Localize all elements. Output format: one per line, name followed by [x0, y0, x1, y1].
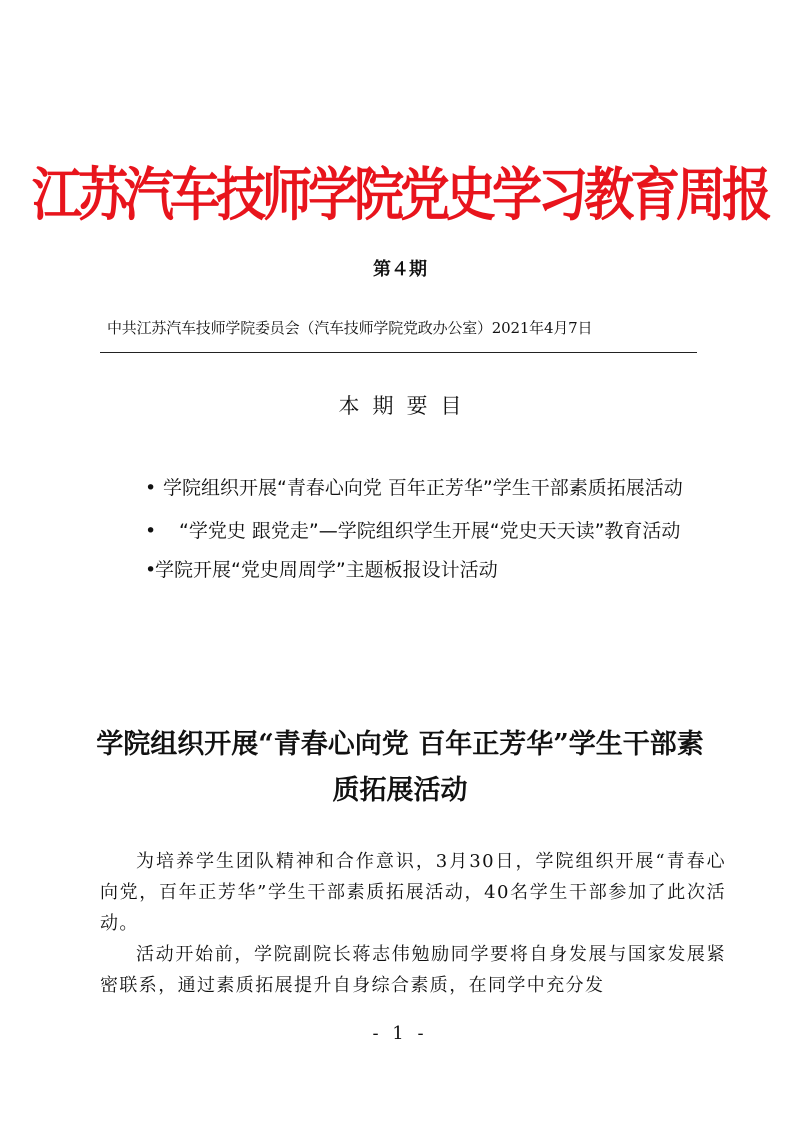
digest-item[interactable] [145, 472, 725, 505]
page-number: - 1 - [372, 1023, 428, 1044]
digest-list [145, 472, 725, 587]
digest-heading: 本期要目 [338, 394, 475, 418]
digest-item-text: 学院组织开展“青春心向党 百年正芳华”学生干部素质拓展活动 [163, 477, 683, 499]
publisher-line: 中共江苏汽车技师学院委员会（汽车技师学院党政办公室）2021年4月7日 [107, 319, 593, 337]
article-body [100, 846, 726, 1001]
article-paragraph: 活动开始前，学院副院长蒋志伟勉励同学要将自身发展与国家发展紧密联系，通过素质拓展提升自身综合素质，在同学中充分发 [100, 944, 726, 996]
bullet-icon: • [145, 520, 157, 542]
article-paragraph: 为培养学生团队精神和合作意识，3月30日，学院组织开展“青春心向党，百年正芳华”学生干部素质拓展活动，40名学生干部参加了此次活动。 [100, 851, 726, 934]
digest-item[interactable] [145, 515, 725, 548]
bullet-icon: • [145, 477, 157, 499]
digest-item-text: 学院开展“党史周周学”主题板报设计活动 [155, 559, 498, 581]
issue-number: 第４期 [373, 259, 427, 280]
digest-item-text: “学党史 跟党走”—学院组织学生开展“党史天天读”教育活动 [179, 520, 681, 542]
newsletter-masthead: 江苏汽车技师学院党史学习教育周报 [32, 160, 768, 229]
article-title: 学院组织开展“青春心向党 百年正芳华”学生干部素质拓展活动 [96, 729, 704, 806]
digest-item[interactable] [145, 554, 725, 587]
bullet-icon: • [145, 559, 157, 581]
header-divider [100, 352, 697, 353]
